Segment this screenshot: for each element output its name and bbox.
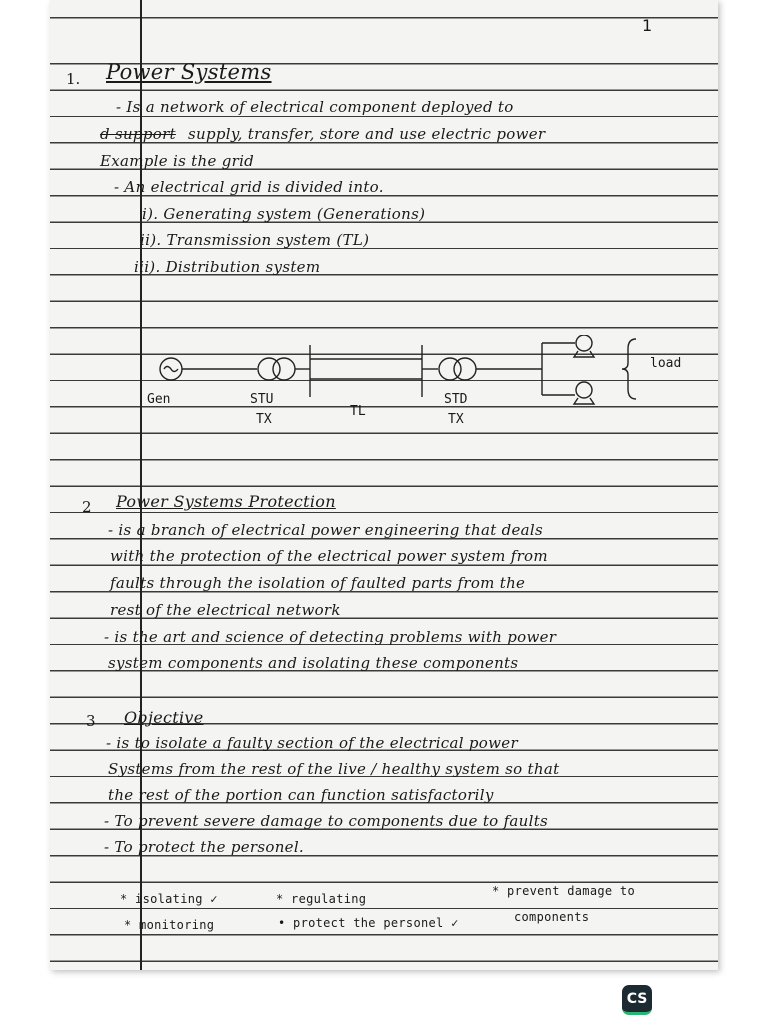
section-3-line-2: Systems from the rest of the live / healthy system so that: [108, 760, 560, 778]
section-3-line-5: - To protect the personel.: [104, 838, 304, 856]
camscanner-logo: [622, 985, 652, 1015]
section-1-number: 1.: [66, 70, 81, 88]
section-1-line-7: iii). Distribution system: [134, 258, 321, 276]
stu-tx-label: TX: [256, 412, 272, 427]
section-1-line-2: supply, transfer, store and use electric power: [188, 125, 546, 143]
load-base-2: [574, 398, 594, 404]
section-3-line-1: - is to isolate a faulty section of the electrical power: [106, 734, 518, 752]
section-1-line-1: - Is a network of electrical component deployed to: [116, 98, 514, 116]
section-2-line-4: rest of the electrical network: [110, 601, 341, 619]
section-2-number: 2: [82, 498, 92, 516]
load-symbol-1: [576, 335, 592, 351]
section-3-line-3: the rest of the portion can function satisfactorily: [108, 786, 494, 804]
section-3-line-4: - To prevent severe damage to components due to faults: [104, 812, 549, 830]
stu-transformer-coil-2: [273, 358, 295, 380]
camscanner-logo-text: CS: [626, 990, 648, 1007]
section-3-title: Objective: [124, 708, 204, 727]
bullet-protect-personel: • protect the personel ✓: [278, 916, 459, 930]
load-symbol-2: [576, 382, 592, 398]
section-2-line-3: faults through the isolation of faulted parts from the: [110, 574, 526, 592]
section-1-line-6: ii). Transmission system (TL): [140, 231, 370, 249]
bullet-isolating: * isolating ✓: [120, 892, 218, 906]
load-brace: [622, 339, 636, 399]
std-transformer-coil-2: [454, 358, 476, 380]
generator-wave: [164, 367, 178, 372]
load-base-1: [574, 351, 594, 357]
power-grid-diagram: [150, 335, 710, 425]
std-tx-label: TX: [448, 412, 464, 427]
section-2-line-5: - is the art and science of detecting problems with power: [104, 628, 557, 646]
load-label: load: [650, 356, 682, 371]
section-1-title: Power Systems: [106, 60, 272, 84]
bullet-components: components: [514, 910, 590, 924]
section-2-line-2: with the protection of the electrical power system from: [110, 547, 548, 565]
std-label: STD: [444, 392, 468, 407]
bullet-monitoring: * monitoring: [124, 918, 215, 932]
section-1-line-5: i). Generating system (Generations): [142, 205, 426, 223]
bullet-regulating: * regulating: [276, 892, 367, 906]
bullet-prevent-damage: * prevent damage to: [492, 884, 635, 898]
section-2-line-1: - is a branch of electrical power engineering that deals: [108, 521, 544, 539]
section-2-title: Power Systems Protection: [116, 492, 336, 511]
section-1-line-3: Example is the grid: [100, 152, 255, 170]
section-1-line-4: - An electrical grid is divided into.: [114, 178, 384, 196]
section-3-number: 3: [86, 712, 96, 730]
stu-label: STU: [250, 392, 274, 407]
section-1-crossed-text: d support: [100, 125, 176, 143]
gen-label: Gen: [147, 392, 171, 407]
page-number: 1: [642, 16, 653, 35]
section-2-line-6: system components and isolating these components: [108, 654, 519, 672]
tl-label: TL: [350, 404, 366, 419]
